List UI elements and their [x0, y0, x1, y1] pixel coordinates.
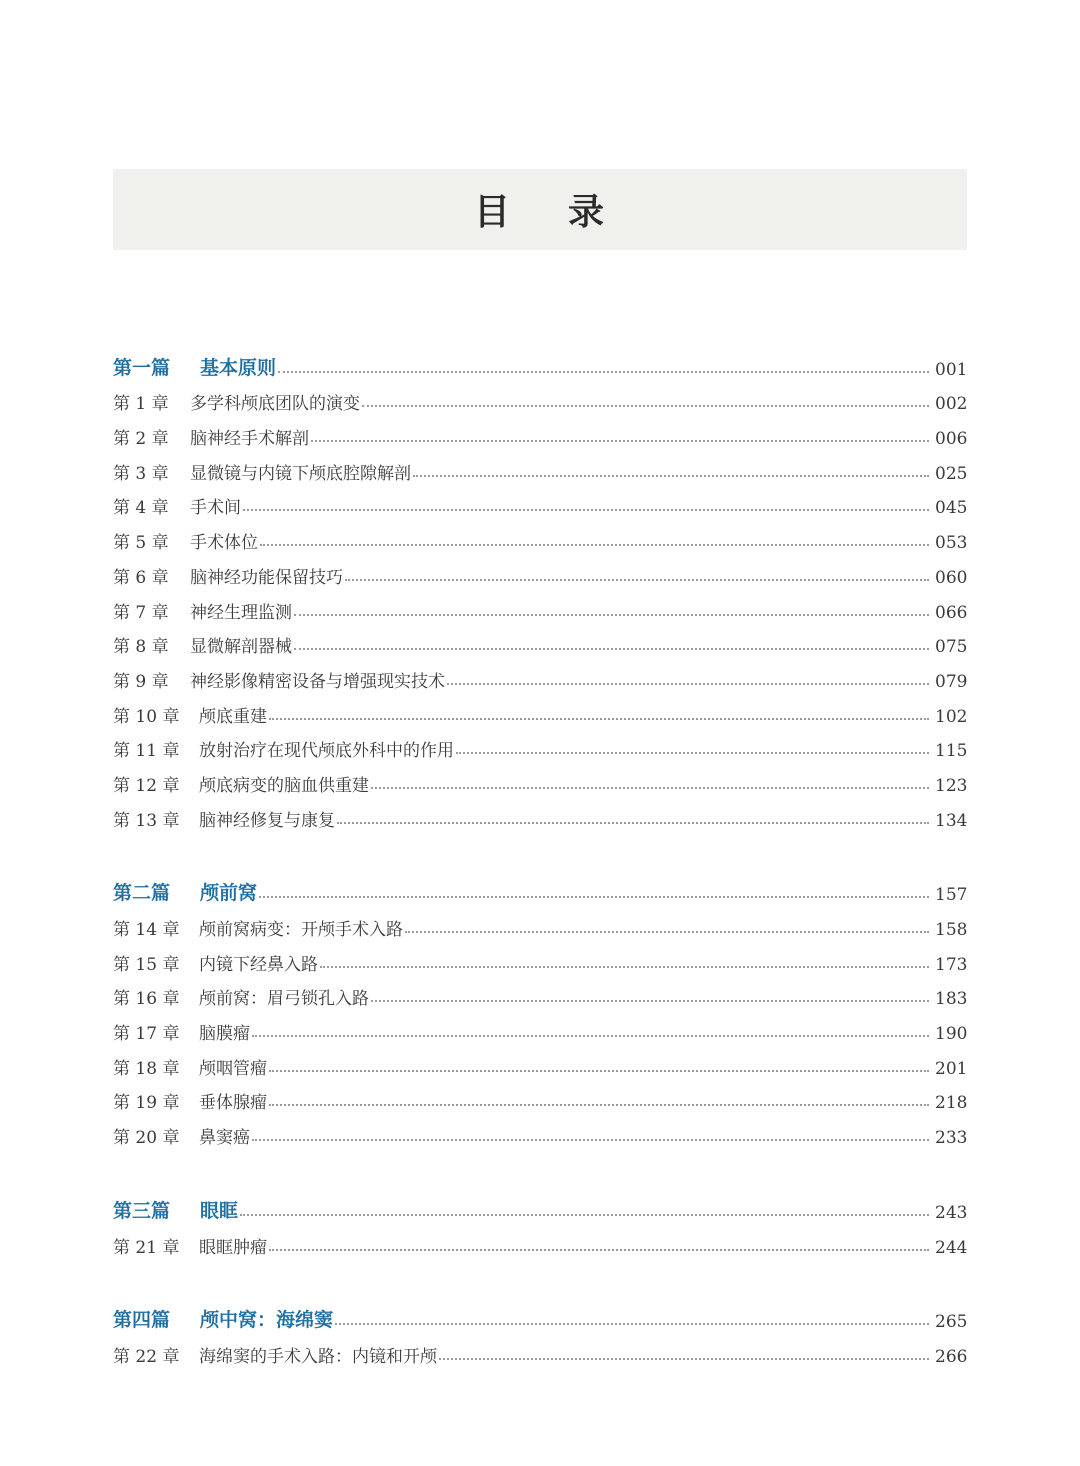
toc-chapter-entry[interactable]	[113, 905, 967, 940]
page-number: 115	[935, 741, 968, 762]
chapter-title: 颅底重建	[199, 706, 267, 727]
chapter-number: 第 17 章	[113, 1024, 180, 1045]
page-number: 157	[935, 885, 968, 906]
toc-chapter-entry[interactable]	[113, 975, 967, 1010]
leader-dots	[269, 1070, 929, 1072]
leader-dots	[405, 931, 929, 933]
toc-part-entry[interactable]	[113, 1188, 967, 1223]
page-number: 123	[935, 775, 968, 796]
toc-part-entry[interactable]	[113, 871, 967, 906]
page-number: 218	[935, 1093, 968, 1114]
toc-part	[113, 345, 967, 831]
chapter-number: 第 13 章	[113, 810, 180, 831]
toc-chapter-entry[interactable]	[113, 1223, 967, 1258]
part-number: 第二篇	[113, 882, 171, 905]
chapter-title: 颅咽管瘤	[199, 1058, 267, 1079]
chapter-title: 颅底病变的脑血供重建	[199, 775, 369, 796]
page-title: 目 录	[473, 191, 607, 233]
toc-chapter-entry[interactable]	[113, 588, 967, 623]
page-number: 006	[935, 429, 968, 450]
chapter-number: 第 2 章	[113, 429, 169, 450]
toc-chapter-entry[interactable]	[113, 484, 967, 519]
toc-chapter-entry[interactable]	[113, 1332, 967, 1367]
toc-chapter-entry[interactable]	[113, 692, 967, 727]
chapter-title: 脑神经功能保留技巧	[190, 567, 343, 588]
leader-dots	[456, 752, 929, 754]
page-number: 243	[935, 1202, 968, 1223]
chapter-title: 颅前窝：眉弓锁孔入路	[199, 989, 369, 1010]
leader-dots	[371, 1000, 929, 1002]
leader-dots	[320, 966, 929, 968]
leader-dots	[278, 371, 929, 373]
page-number: 079	[935, 671, 968, 692]
part-number: 第三篇	[113, 1199, 171, 1222]
leader-dots	[252, 1035, 929, 1037]
page-number: 053	[935, 533, 968, 554]
chapter-number: 第 15 章	[113, 954, 180, 975]
page-number: 173	[935, 954, 968, 975]
chapter-number: 第 4 章	[113, 498, 169, 519]
chapter-number: 第 21 章	[113, 1237, 180, 1258]
chapter-title: 放射治疗在现代颅底外科中的作用	[199, 741, 454, 762]
chapter-title: 海绵窦的手术入路：内镜和开颅	[199, 1346, 437, 1367]
part-title: 眼眶	[200, 1199, 239, 1222]
chapter-number: 第 5 章	[113, 533, 169, 554]
chapter-title: 脑膜瘤	[199, 1024, 250, 1045]
chapter-title: 脑神经手术解剖	[190, 429, 309, 450]
toc-chapter-entry[interactable]	[113, 553, 967, 588]
leader-dots	[240, 1214, 929, 1216]
toc-chapter-entry[interactable]	[113, 761, 967, 796]
chapter-number: 第 16 章	[113, 989, 180, 1010]
leader-dots	[371, 787, 929, 789]
page-number: 075	[935, 637, 968, 658]
leader-dots	[259, 896, 929, 898]
chapter-title: 眼眶肿瘤	[199, 1237, 267, 1258]
chapter-title: 神经生理监测	[190, 602, 292, 623]
page-number: 233	[935, 1128, 968, 1149]
chapter-title: 颅前窝病变：开颅手术入路	[199, 920, 403, 940]
toc-chapter-entry[interactable]	[113, 657, 967, 692]
page-number: 244	[935, 1237, 968, 1258]
leader-dots	[413, 475, 929, 477]
toc-chapter-entry[interactable]	[113, 1009, 967, 1044]
page-number: 066	[935, 602, 968, 623]
toc-title-banner	[113, 169, 967, 250]
chapter-number: 第 22 章	[113, 1346, 180, 1367]
chapter-number: 第 7 章	[113, 602, 169, 623]
toc-part	[113, 1188, 967, 1257]
chapter-number: 第 19 章	[113, 1093, 180, 1114]
page-number: 025	[935, 463, 968, 484]
toc-part-entry[interactable]	[113, 345, 967, 380]
toc-chapter-entry[interactable]	[113, 796, 967, 831]
leader-dots	[252, 1139, 929, 1141]
chapter-number: 第 18 章	[113, 1058, 180, 1079]
chapter-title: 显微解剖器械	[190, 637, 292, 658]
chapter-number: 第 6 章	[113, 567, 169, 588]
page-number: 183	[935, 989, 968, 1010]
leader-dots	[294, 614, 929, 616]
leader-dots	[294, 648, 929, 650]
leader-dots	[269, 718, 929, 720]
toc-chapter-entry[interactable]	[113, 414, 967, 449]
leader-dots	[243, 509, 929, 511]
chapter-number: 第 1 章	[113, 394, 169, 415]
part-title: 颅前窝	[200, 882, 258, 905]
leader-dots	[311, 440, 929, 442]
page-number: 002	[935, 394, 968, 415]
chapter-number: 第 20 章	[113, 1128, 180, 1149]
leader-dots	[269, 1249, 929, 1251]
toc-chapter-entry[interactable]	[113, 518, 967, 553]
page-number: 045	[935, 498, 968, 519]
leader-dots	[439, 1358, 929, 1360]
toc-chapter-entry[interactable]	[113, 623, 967, 658]
page-number: 001	[935, 359, 968, 380]
toc-part	[113, 871, 967, 1149]
chapter-title: 内镜下经鼻入路	[199, 954, 318, 975]
page-number: 266	[935, 1346, 968, 1367]
toc-chapter-entry[interactable]	[113, 727, 967, 762]
chapter-title: 显微镜与内镜下颅底腔隙解剖	[190, 463, 411, 484]
chapter-number: 第 11 章	[113, 741, 180, 762]
leader-dots	[335, 1323, 929, 1325]
chapter-title: 神经影像精密设备与增强现实技术	[190, 671, 445, 692]
chapter-number: 第 9 章	[113, 671, 169, 692]
toc-part-entry[interactable]	[113, 1298, 967, 1333]
page-number: 060	[935, 567, 968, 588]
page-number: 201	[935, 1058, 968, 1079]
chapter-number: 第 8 章	[113, 637, 169, 658]
part-title: 基本原则	[200, 356, 277, 379]
toc-part	[113, 1298, 967, 1367]
leader-dots	[345, 579, 929, 581]
chapter-title: 多学科颅底团队的演变	[190, 394, 360, 415]
chapter-number: 第 3 章	[113, 463, 169, 484]
part-number: 第四篇	[113, 1309, 171, 1332]
leader-dots	[362, 405, 929, 407]
table-of-contents	[113, 345, 967, 1407]
chapter-title: 鼻窦癌	[199, 1128, 250, 1149]
toc-chapter-entry[interactable]	[113, 940, 967, 975]
leader-dots	[269, 1104, 929, 1106]
chapter-number: 第 14 章	[113, 920, 180, 940]
toc-chapter-entry[interactable]	[113, 449, 967, 484]
page-number: 102	[935, 706, 968, 727]
page-number: 265	[935, 1312, 968, 1333]
chapter-number: 第 12 章	[113, 775, 180, 796]
part-number: 第一篇	[113, 356, 171, 379]
toc-chapter-entry[interactable]	[113, 380, 967, 415]
chapter-title: 脑神经修复与康复	[199, 810, 335, 831]
page-number: 190	[935, 1024, 968, 1045]
part-title: 颅中窝：海绵窦	[200, 1309, 334, 1332]
leader-dots	[447, 683, 929, 685]
page-number: 158	[935, 920, 968, 940]
chapter-number: 第 10 章	[113, 706, 180, 727]
chapter-title: 手术体位	[190, 533, 258, 554]
chapter-title: 手术间	[190, 498, 241, 519]
chapter-title: 垂体腺瘤	[199, 1093, 267, 1114]
page-number: 134	[935, 810, 968, 831]
toc-chapter-entry[interactable]	[113, 1044, 967, 1079]
leader-dots	[260, 544, 929, 546]
leader-dots	[337, 822, 929, 824]
toc-chapter-entry[interactable]	[113, 1079, 967, 1114]
toc-chapter-entry[interactable]	[113, 1113, 967, 1148]
